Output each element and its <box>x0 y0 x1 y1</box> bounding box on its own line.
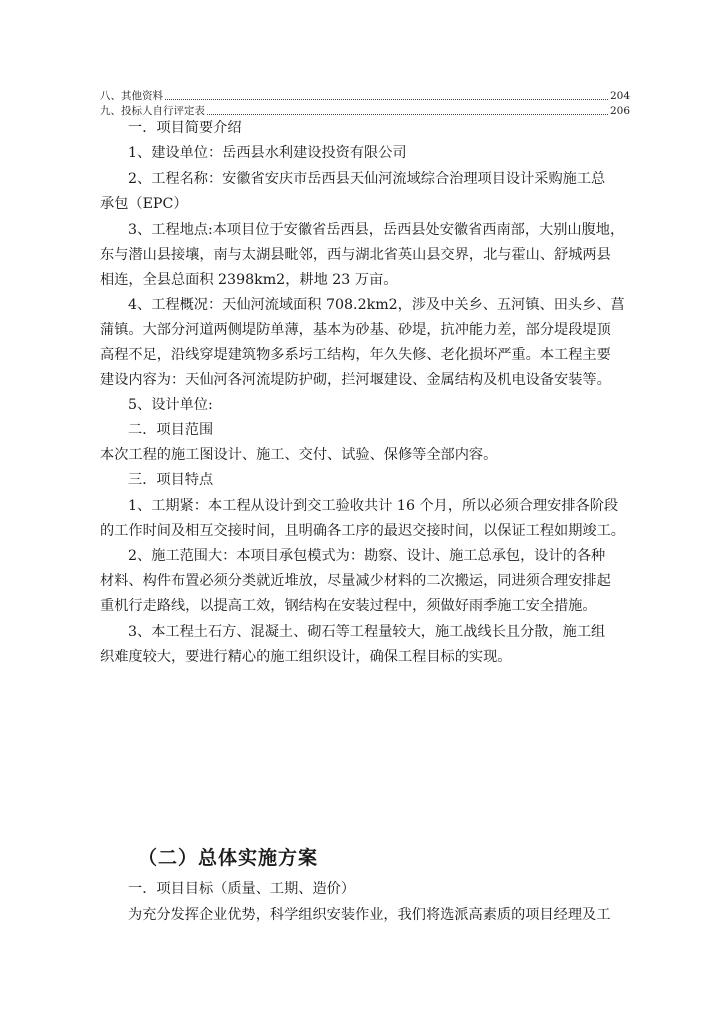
item-design-unit: 5、设计单位: <box>128 397 213 413</box>
feature1-line2: 的工作时间及相互交接时间，且明确各工序的最迟交接时间，以保证工程如期竣工。 <box>100 523 625 539</box>
feature3-line1: 3、本工程土石方、混凝土、砌石等工程量较大，施工战线长且分散，施工组 <box>128 624 606 640</box>
item-location-line1: 3、工程地点:本项目位于安徽省岳西县，岳西县处安徽省西南部，大别山腹地， <box>128 222 625 238</box>
scope-text: 本次工程的施工图设计、施工、交付、试验、保修等全部内容。 <box>100 447 498 463</box>
feature2-line1: 2、施工范围大：本项目承包模式为：勘察、设计、施工总承包，设计的各种 <box>128 548 606 564</box>
feature2-line3: 重机行走路线，以提高工效，钢结构在安装过程中，须做好雨季施工安全措施。 <box>100 598 597 614</box>
item-location-line3: 相连，全县总面积 2398km2，耕地 23 万亩。 <box>100 272 398 288</box>
item-location-line2: 东与潜山县接壤，南与太湖县毗邻，西与湖北省英山县交界，北与霍山、舒城两县 <box>100 247 611 263</box>
item-project-name-line1: 2、工程名称：安徽省安庆市岳西县天仙河流域综合治理项目设计采购施工总 <box>128 171 606 187</box>
toc-page-number: 204 <box>609 90 630 102</box>
part2-heading-goals: 一．项目目标（质量、工期、造价） <box>128 881 356 897</box>
toc-leader-dots <box>165 98 608 100</box>
toc-entry-self-evaluation[interactable] <box>100 104 630 118</box>
part2-intro-text: 为充分发挥企业优势，科学组织安装作业，我们将选派高素质的项目经理及工 <box>128 907 611 923</box>
toc-entry-other-materials[interactable] <box>100 89 630 103</box>
section-heading-project-intro: 一．项目简要介绍 <box>128 120 242 136</box>
item-overview-line4: 建设内容为：天仙河各河流堤防护砌，拦河堰建设、金属结构及机电设备安装等。 <box>100 372 611 388</box>
toc-page-number: 206 <box>609 105 630 117</box>
item-overview-line3: 高程不足，沿线穿堤建筑物多系圬工结构，年久失修、老化损坏严重。本工程主要 <box>100 347 611 363</box>
feature3-line2: 织难度较大，要进行精心的施工组织设计，确保工程目标的实现。 <box>100 649 512 665</box>
feature1-line1: 1、工期紧：本工程从设计到交工验收共计 16 个月，所以必须合理安排各阶段 <box>128 498 619 514</box>
item-overview-line2: 蒲镇。大部分河道两侧堤防单薄，基本为砂基、砂堤，抗冲能力差，部分堤段堤顶 <box>100 322 611 338</box>
toc-label: 九、投标人自行评定表 <box>100 105 205 117</box>
item-construction-unit: 1、建设单位：岳西县水利建设投资有限公司 <box>128 145 407 161</box>
toc-label: 八、其他资料 <box>100 90 163 102</box>
feature2-line2: 材料、构件布置必须分类就近堆放，尽量减少材料的二次搬运，同进须合理安排起 <box>100 573 611 589</box>
toc-leader-dots <box>207 113 608 115</box>
section-heading-features: 三．项目特点 <box>128 472 214 488</box>
item-overview-line1: 4、工程概况：天仙河流域面积 708.2km2，涉及中关乡、五河镇、田头乡、菖 <box>128 297 625 313</box>
part2-title: （二）总体实施方案 <box>138 847 319 869</box>
section-heading-scope: 二．项目范围 <box>128 422 214 438</box>
item-project-name-line2: 承包（EPC） <box>100 196 188 212</box>
